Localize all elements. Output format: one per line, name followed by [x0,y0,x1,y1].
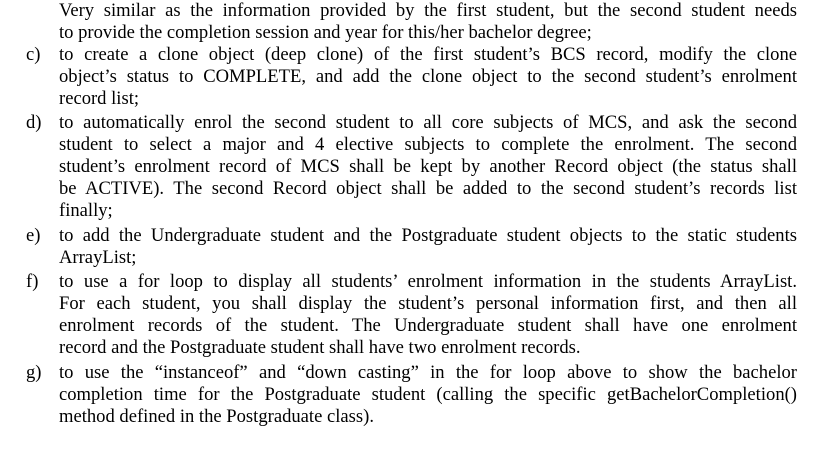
item-d-line-3: student’s enrolment record of MCS shall be kept by another Record object (the status shall [59,156,797,177]
item-c-line-2: object’s status to COMPLETE, and add the clone object to the second student’s enrolment [59,66,797,87]
item-d-line-1: to automatically enrol the second student to all core subjects of MCS, and ask the second [59,112,797,133]
intro-line-1: Very similar as the information provided by the first student, but the second student needs [59,0,797,21]
item-c-line-3: record list; [59,88,140,109]
intro-line-2: to provide the completion session and year for this/her bachelor degree; [59,22,592,43]
item-g-line-2: completion time for the Postgraduate student (calling the specific getBachelorCompletion() [59,384,797,405]
item-d-line-2: student to select a major and 4 elective subjects to complete the enrolment. The second [59,134,797,155]
item-e-marker: e) [26,225,41,246]
item-f-marker: f) [26,271,39,292]
item-c-marker: c) [26,44,41,65]
item-d-line-5: finally; [59,200,113,221]
item-e-line-1: to add the Undergraduate student and the Postgraduate student objects to the static students [59,225,797,246]
item-g-line-1: to use the “instanceof” and “down casting” in the for loop above to show the bachelor [59,362,797,383]
item-c-line-1: to create a clone object (deep clone) of the first student’s BCS record, modify the clone [59,44,797,65]
item-f-line-4: record and the Postgraduate student shall have two enrolment records. [59,337,581,358]
item-d-line-4: be ACTIVE). The second Record object shall be added to the second student’s records list [59,178,797,199]
item-f-line-2: For each student, you shall display the student’s personal information first, and then all [59,293,797,314]
item-g-marker: g) [26,362,42,383]
item-g-line-3: method defined in the Postgraduate class). [59,406,374,427]
item-f-line-1: to use a for loop to display all students’ enrolment information in the students ArrayList. [59,271,797,292]
item-d-marker: d) [26,112,42,133]
item-e-line-2: ArrayList; [59,247,137,268]
item-f-line-3: enrolment records of the student. The Undergraduate student shall have one enrolment [59,315,797,336]
